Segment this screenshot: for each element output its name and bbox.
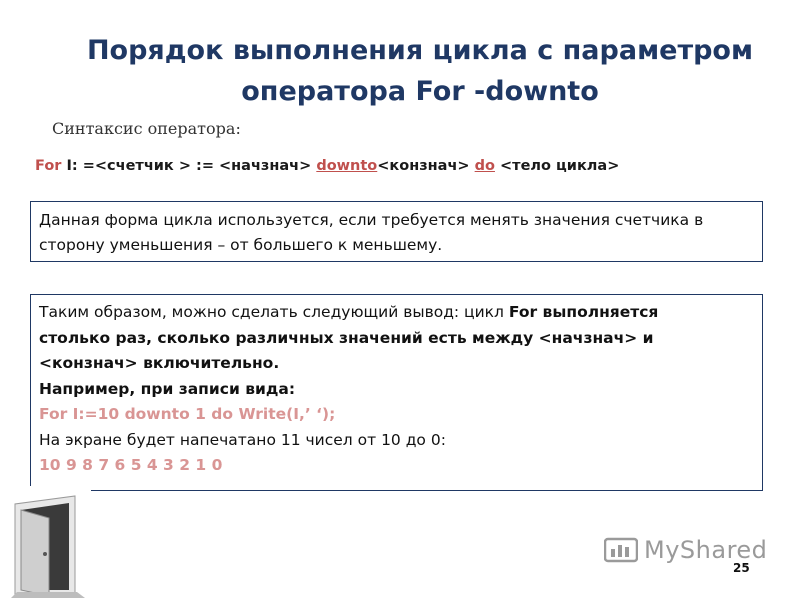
- do-keyword: do: [474, 158, 495, 174]
- conclusion-line-1-bold: For выполняется: [508, 303, 659, 321]
- description-box: [30, 201, 763, 262]
- syntax-line: [35, 158, 619, 174]
- syntax-part-2: <конзнач>: [377, 158, 475, 174]
- downto-keyword: downto: [316, 158, 378, 174]
- example-code: For I:=10 downto 1 do Write(I,’ ‘);: [39, 405, 336, 423]
- page-number: 25: [733, 561, 750, 575]
- myshared-logo-text: MyShared: [644, 536, 768, 564]
- title-line-2: оператора For -downto: [241, 76, 599, 107]
- output-numbers: 10 9 8 7 6 5 4 3 2 1 0: [39, 456, 223, 474]
- conclusion-line-3: <конзнач> включительно.: [39, 354, 280, 372]
- syntax-subtitle: Синтаксис оператора:: [52, 119, 241, 138]
- example-heading: Например, при записи вида:: [39, 379, 296, 398]
- conclusion-line-1-normal: Таким образом, можно сделать следующий вывод: цикл: [39, 303, 509, 321]
- description-text: Данная форма цикла используется, если требуется менять значения счетчика в сторону уменьшения – от большего к меньшему.: [39, 211, 704, 254]
- door-icon[interactable]: [5, 486, 91, 600]
- output-description: На экране будет напечатано 11 чисел от 10 до 0:: [39, 430, 446, 449]
- syntax-part-3: <тело цикла>: [494, 158, 620, 174]
- conclusion-line-1: [39, 300, 754, 326]
- conclusion-box: [30, 294, 763, 491]
- conclusion-line-2: столько раз, сколько различных значений есть между <начзнач> и: [39, 328, 654, 347]
- slide-title: [60, 30, 780, 112]
- syntax-part-1: I: =<счетчик > := <начзнач>: [61, 158, 317, 174]
- myshared-logo-icon: [604, 535, 638, 565]
- title-line-1: Порядок выполнения цикла с параметром: [86, 35, 754, 66]
- for-keyword: For: [35, 158, 62, 174]
